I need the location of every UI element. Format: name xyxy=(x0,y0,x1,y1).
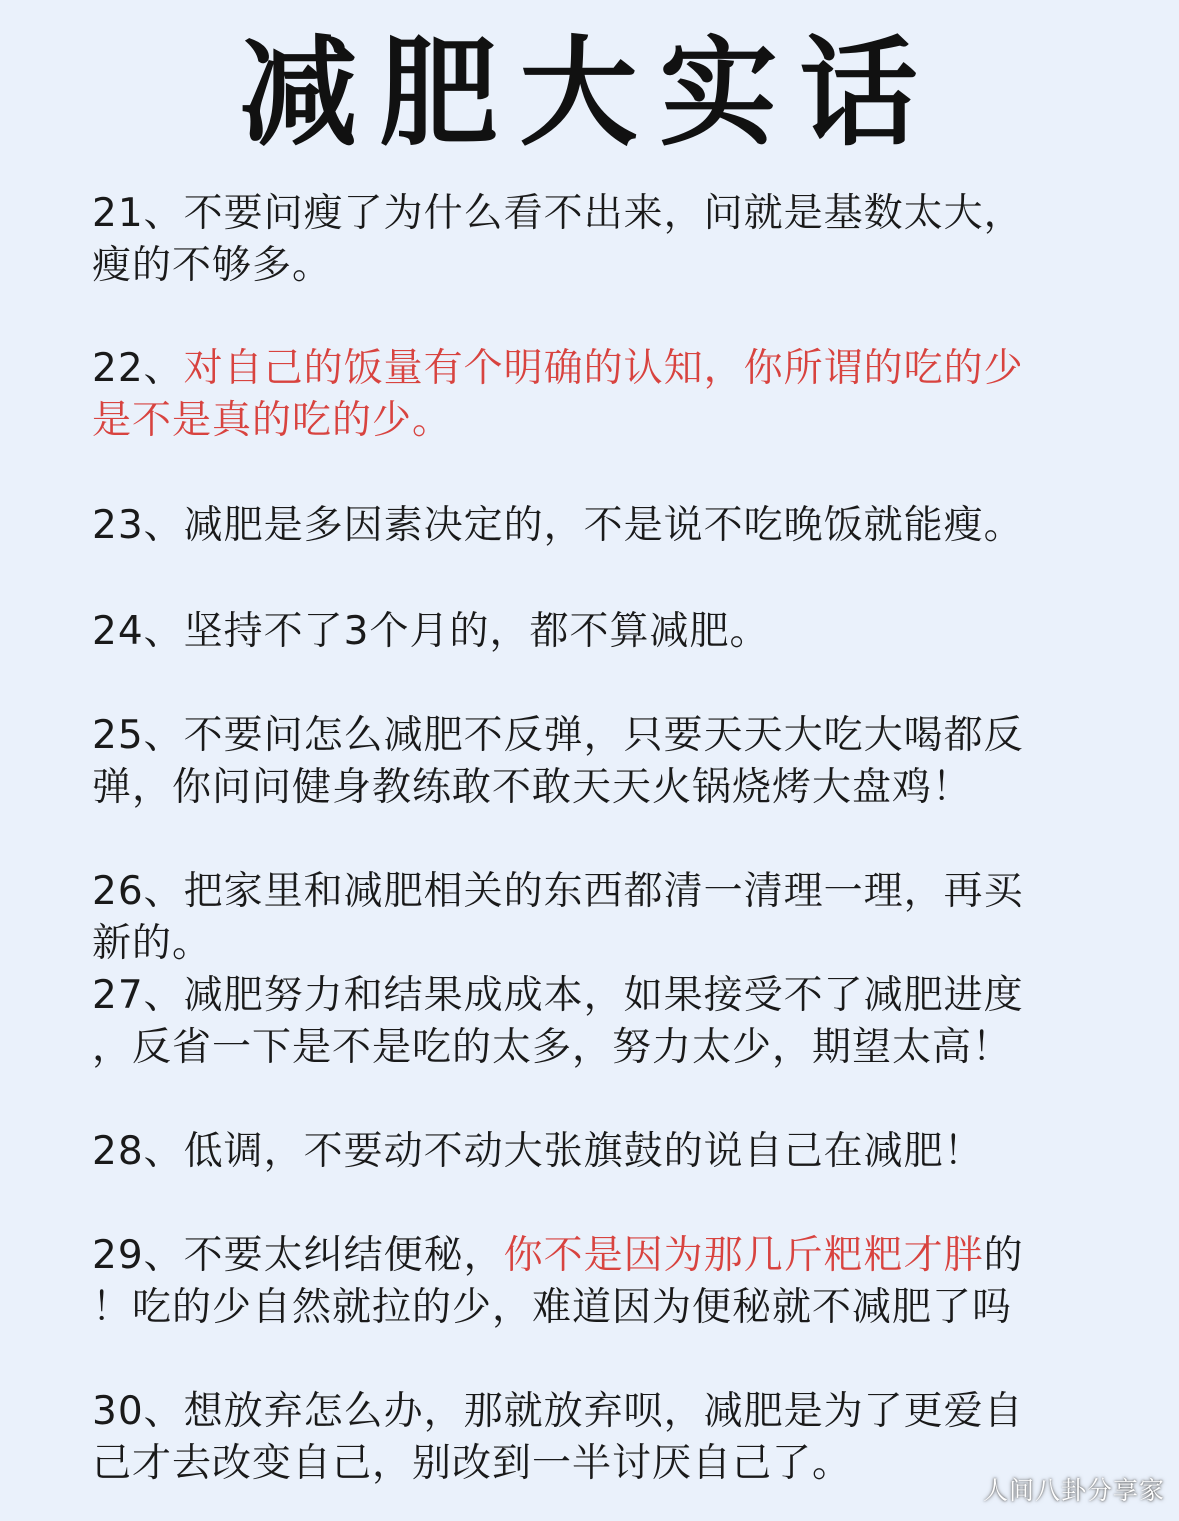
tip-line xyxy=(92,866,1092,918)
tip-text: 新的。 xyxy=(92,921,213,966)
tip-line xyxy=(92,1022,1092,1074)
tip-text: 25、不要问怎么减肥不反弹，只要天天大吃大喝都反 xyxy=(92,713,1024,758)
tip-line xyxy=(92,710,1092,762)
tip-text: ！吃的少自然就拉的少，难道因为便秘就不减肥了吗 xyxy=(92,1285,1013,1330)
tip-item xyxy=(92,970,1092,1074)
tip-item xyxy=(92,606,1092,658)
tip-line xyxy=(92,1438,1092,1490)
tip-item xyxy=(92,188,1092,292)
tip-text: 24、坚持不了3个月的，都不算减肥。 xyxy=(92,609,770,654)
tip-text: 29、不要太纠结便秘， xyxy=(92,1233,504,1278)
tip-item xyxy=(92,710,1092,814)
tip-item xyxy=(92,500,1092,552)
highlight-text: 对自己的饭量有个明确的认知，你所谓的吃的少 xyxy=(183,346,1024,391)
tip-text: 弹，你问问健身教练敢不敢天天火锅烧烤大盘鸡！ xyxy=(92,765,973,810)
tip-item xyxy=(92,1230,1092,1334)
tip-line xyxy=(92,1126,1092,1178)
tip-text: ，反省一下是不是吃的太多，努力太少，期望太高！ xyxy=(92,1025,1013,1070)
tip-line xyxy=(92,970,1092,1022)
tip-text: 27、减肥努力和结果成成本，如果接受不了减肥进度 xyxy=(92,973,1024,1018)
watermark: 人间八卦分享家 xyxy=(982,1476,1165,1505)
tip-line xyxy=(92,395,1092,447)
tip-text: 的 xyxy=(983,1233,1024,1278)
tip-line xyxy=(92,1230,1092,1282)
tip-text: 己才去改变自己，别改到一半讨厌自己了。 xyxy=(92,1441,853,1486)
tip-text: 26、把家里和减肥相关的东西都清一清理一理，再买 xyxy=(92,869,1024,914)
tip-item xyxy=(92,866,1092,970)
tip-text: 23、减肥是多因素决定的，不是说不吃晚饭就能瘦。 xyxy=(92,503,1024,548)
tip-text: 28、低调，不要动不动大张旗鼓的说自己在减肥！ xyxy=(92,1129,984,1174)
tip-line xyxy=(92,188,1092,240)
tip-line xyxy=(92,762,1092,814)
tip-item xyxy=(92,1126,1092,1178)
highlight-text: 你不是因为那几斤粑粑才胖 xyxy=(503,1233,984,1278)
tip-text: 瘦的不够多。 xyxy=(92,243,333,288)
tip-item xyxy=(92,343,1092,447)
tip-line xyxy=(92,1386,1092,1438)
tip-text: 21、不要问瘦了为什么看不出来，问就是基数太大， xyxy=(92,191,1024,236)
tip-text: 22、 xyxy=(92,346,184,391)
tip-line xyxy=(92,240,1092,292)
tip-line xyxy=(92,606,1092,658)
page-title: 减肥大实话 xyxy=(239,24,940,162)
highlight-text: 是不是真的吃的少。 xyxy=(92,398,453,443)
tip-item xyxy=(92,1386,1092,1490)
tip-line xyxy=(92,343,1092,395)
tip-line xyxy=(92,918,1092,970)
tip-text: 30、想放弃怎么办，那就放弃呗，减肥是为了更爱自 xyxy=(92,1389,1024,1434)
tip-line xyxy=(92,500,1092,552)
tip-line xyxy=(92,1282,1092,1334)
